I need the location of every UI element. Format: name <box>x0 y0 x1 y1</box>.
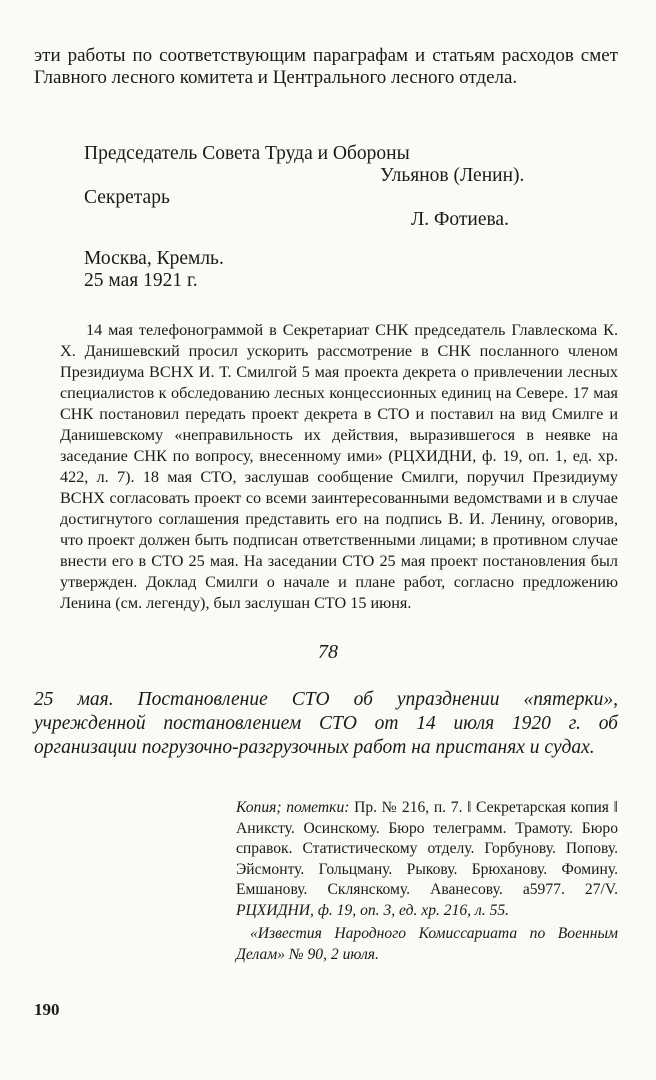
publication-source <box>236 924 618 965</box>
document-number: 78 <box>318 641 338 663</box>
copy-note <box>236 798 618 921</box>
page-number: 190 <box>34 1000 60 1019</box>
secretary-title: Секретарь <box>84 187 170 208</box>
place-line: Москва, Кремль. <box>84 248 224 269</box>
date-line: 25 мая 1921 г. <box>84 270 198 291</box>
top-paragraph: эти работы по соответствующим параграфам и статьям расходов смет Главного лесного комитета и Центрального лесного отдела. <box>34 45 618 88</box>
copy-label: Копия; пометки: <box>236 799 350 816</box>
chair-name: Ульянов (Ленин). <box>380 165 525 186</box>
editorial-note <box>60 320 618 614</box>
editorial-note-text: 14 мая телефонограммой в Секретариат СНК председатель Главлескома К. Х. Данишевский просил ускорить рассмотрение в СНК посланного членом Президиума ВСНХ И. Т. Смилгой 5 мая проекта декрета о привлечении лесных специалистов к обследованию лесных концессионных единиц на Севере. 17 мая СНК постановил передать проект декрета в СТО и поставил на вид Смилге и Данишевскому «неправильность их действия, выразившегося в неявке на заседание СНК по вопросу, внесенному ими» (РЦХИДНИ, ф. 19, оп. 1, ед. хр. 422, л. 7). 18 мая СТО, заслушав сообщение Смилги, поручил Президиуму ВСНХ согласовать проект со всеми заинтересованными ведомствами и в случае достигнутого соглашения представить его на подпись В. И. Ленину, оговорив, что проект должен быть подписан ответственными лицами; в противном случае внести его в СТО 25 мая. На заседании СТО 25 мая проект постановления был утвержден. Доклад Смилги о начале и плане работ, согласно предложению Ленина (см. легенду), был заслушан СТО 15 июня. <box>60 321 618 612</box>
archive-reference: РЦХИДНИ, ф. 19, оп. 3, ед. хр. 216, л. 55. <box>236 901 510 919</box>
chair-title: Председатель Совета Труда и Обороны <box>84 143 410 164</box>
copy-text: Пр. № 216, п. 7. ‖ Секретарская копия ‖ Аниксту. Осинскому. Бюро телеграмм. Трамоту. Бюро справок. Статистическому отделу. Горбунову. Попову. Эйсмонту. Гольцману. Рыкову. Брюханову. Фомину. Емшанову. Склянскому. Аванесову. а5977. 27/V. <box>236 799 618 898</box>
document-heading: 25 мая. Постановление СТО об упразднении «пятерки», учрежденной постановлением СТО от 14 июля 1920 г. об организации погрузочно-разгрузочных работ на пристанях и судах. <box>34 689 618 758</box>
secretary-name: Л. Фотиева. <box>411 209 509 230</box>
publication-text: «Известия Народного Комиссариата по Военным Делам» № 90, 2 июля. <box>236 925 618 963</box>
